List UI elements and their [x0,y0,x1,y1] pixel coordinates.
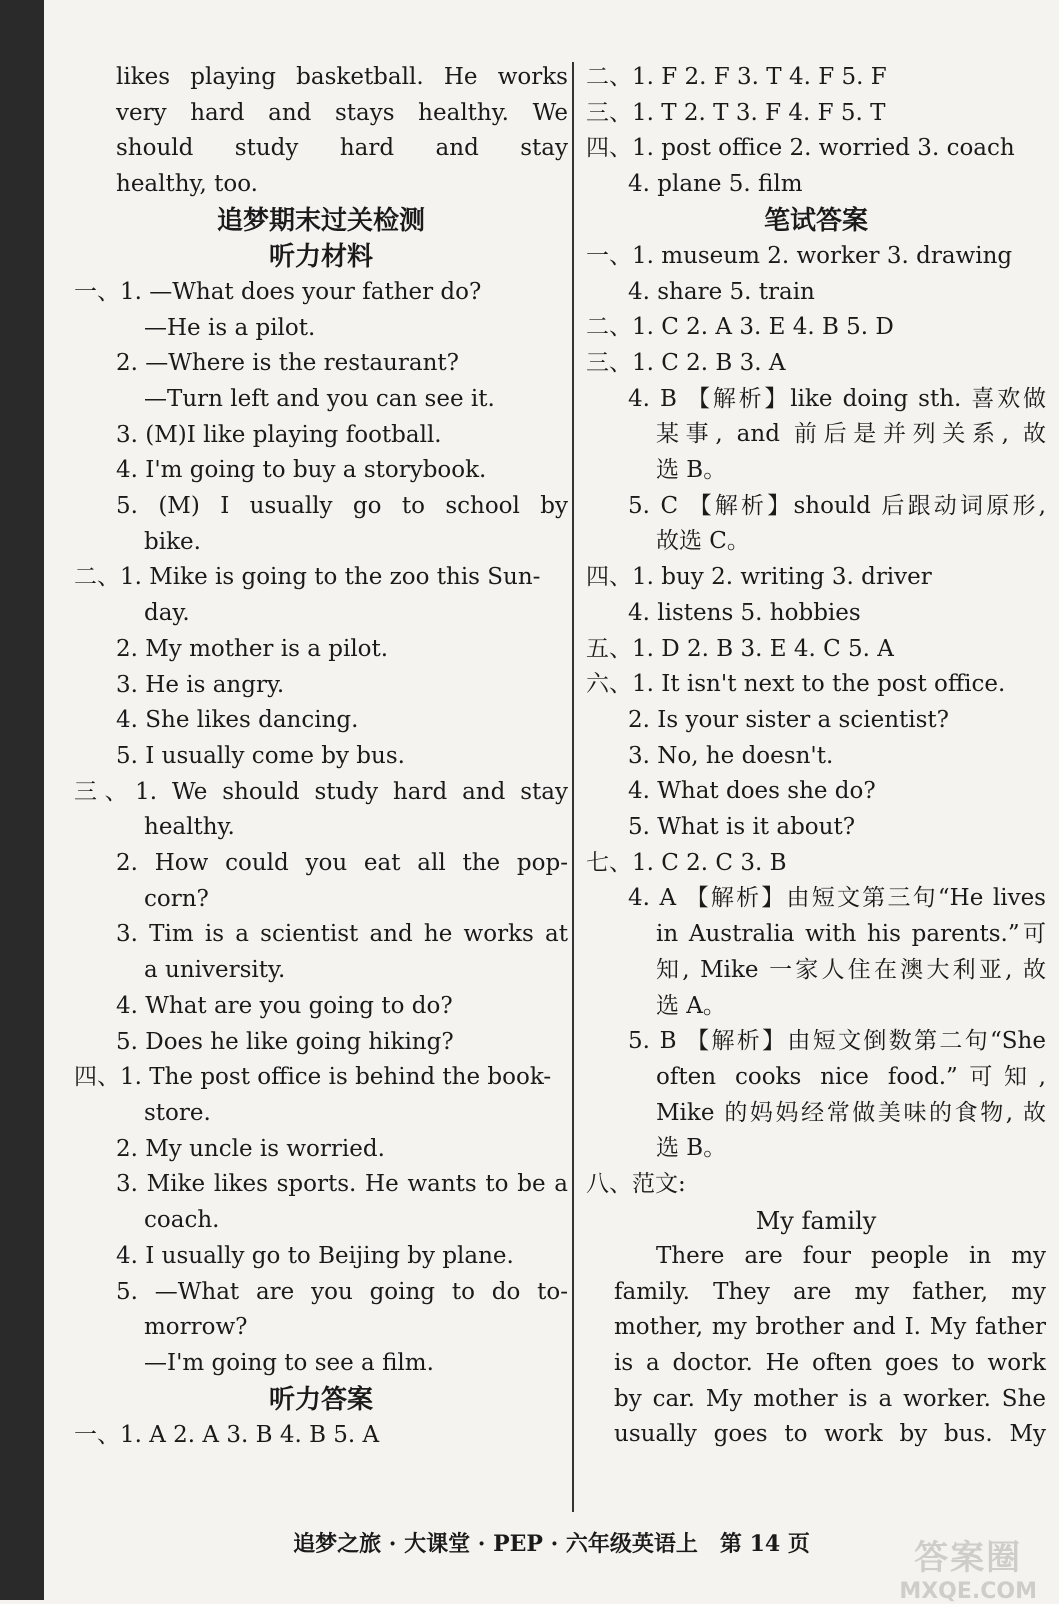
right-line: 六、1. It isn't next to the post office. [586,671,1006,698]
right-line: in Australia with his parents.”可 [656,921,1046,948]
left-line: day. [144,600,190,627]
right-line: often cooks nice food.”可知, [656,1063,1046,1090]
left-line: 5. —What are you going to do to- [116,1278,568,1305]
left-line: 四、1. The post office is behind the book- [74,1064,552,1091]
right-line: 五、1. D 2. B 3. E 4. C 5. A [586,635,894,662]
left-line: 2. How could you eat all the pop- [116,850,568,877]
left-line: 4. I usually go to Beijing by plane. [116,1242,514,1269]
watermark-logo [899,1530,1037,1604]
right-line: 四、1. buy 2. writing 3. driver [586,564,932,591]
right-line: 选 B。 [656,1135,727,1162]
left-line: 5. I usually come by bus. [116,742,405,769]
left-line: 二、1. Mike is going to the zoo this Sun- [74,564,541,591]
left-line: 2. —Where is the restaurant? [116,350,459,377]
right-line: 二、1. C 2. A 3. E 4. B 5. D [586,314,894,341]
right-line: My family [755,1206,877,1235]
left-line: morrow? [144,1314,248,1341]
right-line: 四、1. post office 2. worried 3. coach [586,135,1015,162]
left-line: healthy. [144,814,235,841]
right-line: 4. What does she do? [628,778,876,805]
left-line: 2. My mother is a pilot. [116,635,389,662]
right-line: usually goes to work by bus. My [614,1421,1046,1448]
left-line: 5. Does he like going hiking? [116,1028,454,1055]
right-line: by car. My mother is a worker. She [614,1385,1046,1412]
right-line: 3. No, he doesn't. [628,742,834,769]
page-footer: 追梦之旅 · 大课堂 · PEP · 六年级英语上 第 14 页 [293,1531,810,1557]
right-line: 5. C 【解析】should 后跟动词原形, [628,492,1046,519]
left-line: corn? [144,885,209,912]
left-line: 3. Tim is a scientist and he works at [116,921,568,948]
right-line: 三、1. C 2. B 3. A [586,349,786,376]
right-line: There are four people in my [656,1242,1046,1269]
left-line: a university. [144,957,286,984]
left-line: 3. He is angry. [116,671,285,698]
right-line: 4. share 5. train [628,278,815,305]
left-line: 2. My uncle is worried. [116,1135,385,1162]
right-line: 故选 C。 [656,528,750,555]
right-line: 二、1. F 2. F 3. T 4. F 5. F [586,64,887,90]
left-line: very hard and stays healthy. We [116,99,568,126]
left-line: bike. [144,528,201,555]
right-line: 5. What is it about? [628,814,856,841]
left-line: 听力答案 [268,1384,373,1415]
left-line: 一、1. A 2. A 3. B 4. B 5. A [74,1421,380,1448]
left-line: healthy, too. [116,171,258,198]
left-column [74,60,568,1453]
right-line: 某事, and 前后是并列关系, 故 [656,421,1046,448]
left-line: likes playing basketball. He works [116,64,568,90]
left-line: —Turn left and you can see it. [144,385,495,412]
left-line: store. [144,1099,211,1126]
right-line: 七、1. C 2. C 3. B [586,849,787,876]
left-line: should study hard and stay [116,135,568,162]
left-line: 4. She likes dancing. [116,707,359,734]
right-line: mother, my brother and I. My father [614,1314,1046,1341]
right-line: 4. plane 5. film [628,171,803,198]
right-line: 一、1. museum 2. worker 3. drawing [586,242,1013,269]
page-edge-shadow [0,0,44,1600]
right-column [586,60,1046,1453]
right-line: 三、1. T 2. T 3. F 4. F 5. T [586,99,886,126]
left-line: 4. What are you going to do? [116,992,453,1019]
left-line: coach. [144,1207,220,1234]
right-line: 选 A。 [656,992,726,1019]
right-line: 知, Mike 一家人住在澳大利亚, 故 [656,956,1046,983]
left-line: 3. Mike likes sports. He wants to be a [116,1171,568,1198]
watermark-domain: MXQE.COM [899,1579,1037,1604]
answer-page [44,0,1059,1604]
watermark-text: 答案圈 [914,1538,1023,1578]
right-line: 5. B 【解析】由短文倒数第二句“She [628,1028,1046,1055]
column-divider [572,62,574,1512]
left-line: 听力材料 [268,241,373,272]
left-line: 一、1. —What does your father do? [74,278,482,305]
left-line: 三、1. We should study hard and stay [74,778,568,805]
right-line: 2. Is your sister a scientist? [628,706,950,733]
right-line: is a doctor. He often goes to work [614,1349,1046,1376]
left-line: —He is a pilot. [144,314,316,341]
right-line: 笔试答案 [763,205,868,236]
right-line: 4. B 【解析】like doing sth. 喜欢做 [628,385,1046,412]
right-line: 4. listens 5. hobbies [628,599,861,626]
right-line: 八、范文: [586,1171,686,1198]
left-line: 5. (M) I usually go to school by [116,493,568,520]
right-line: Mike 的妈妈经常做美味的食物, 故 [656,1099,1046,1126]
left-line: 4. I'm going to buy a storybook. [116,457,487,484]
left-line: 3. (M)I like playing football. [116,421,442,448]
left-line: 追梦期末过关检测 [216,205,425,236]
right-line: family. They are my father, my [614,1278,1046,1305]
left-line: —I'm going to see a film. [144,1349,434,1376]
right-line: 4. A 【解析】由短文第三句“He lives [628,885,1046,912]
right-line: 选 B。 [656,457,727,484]
